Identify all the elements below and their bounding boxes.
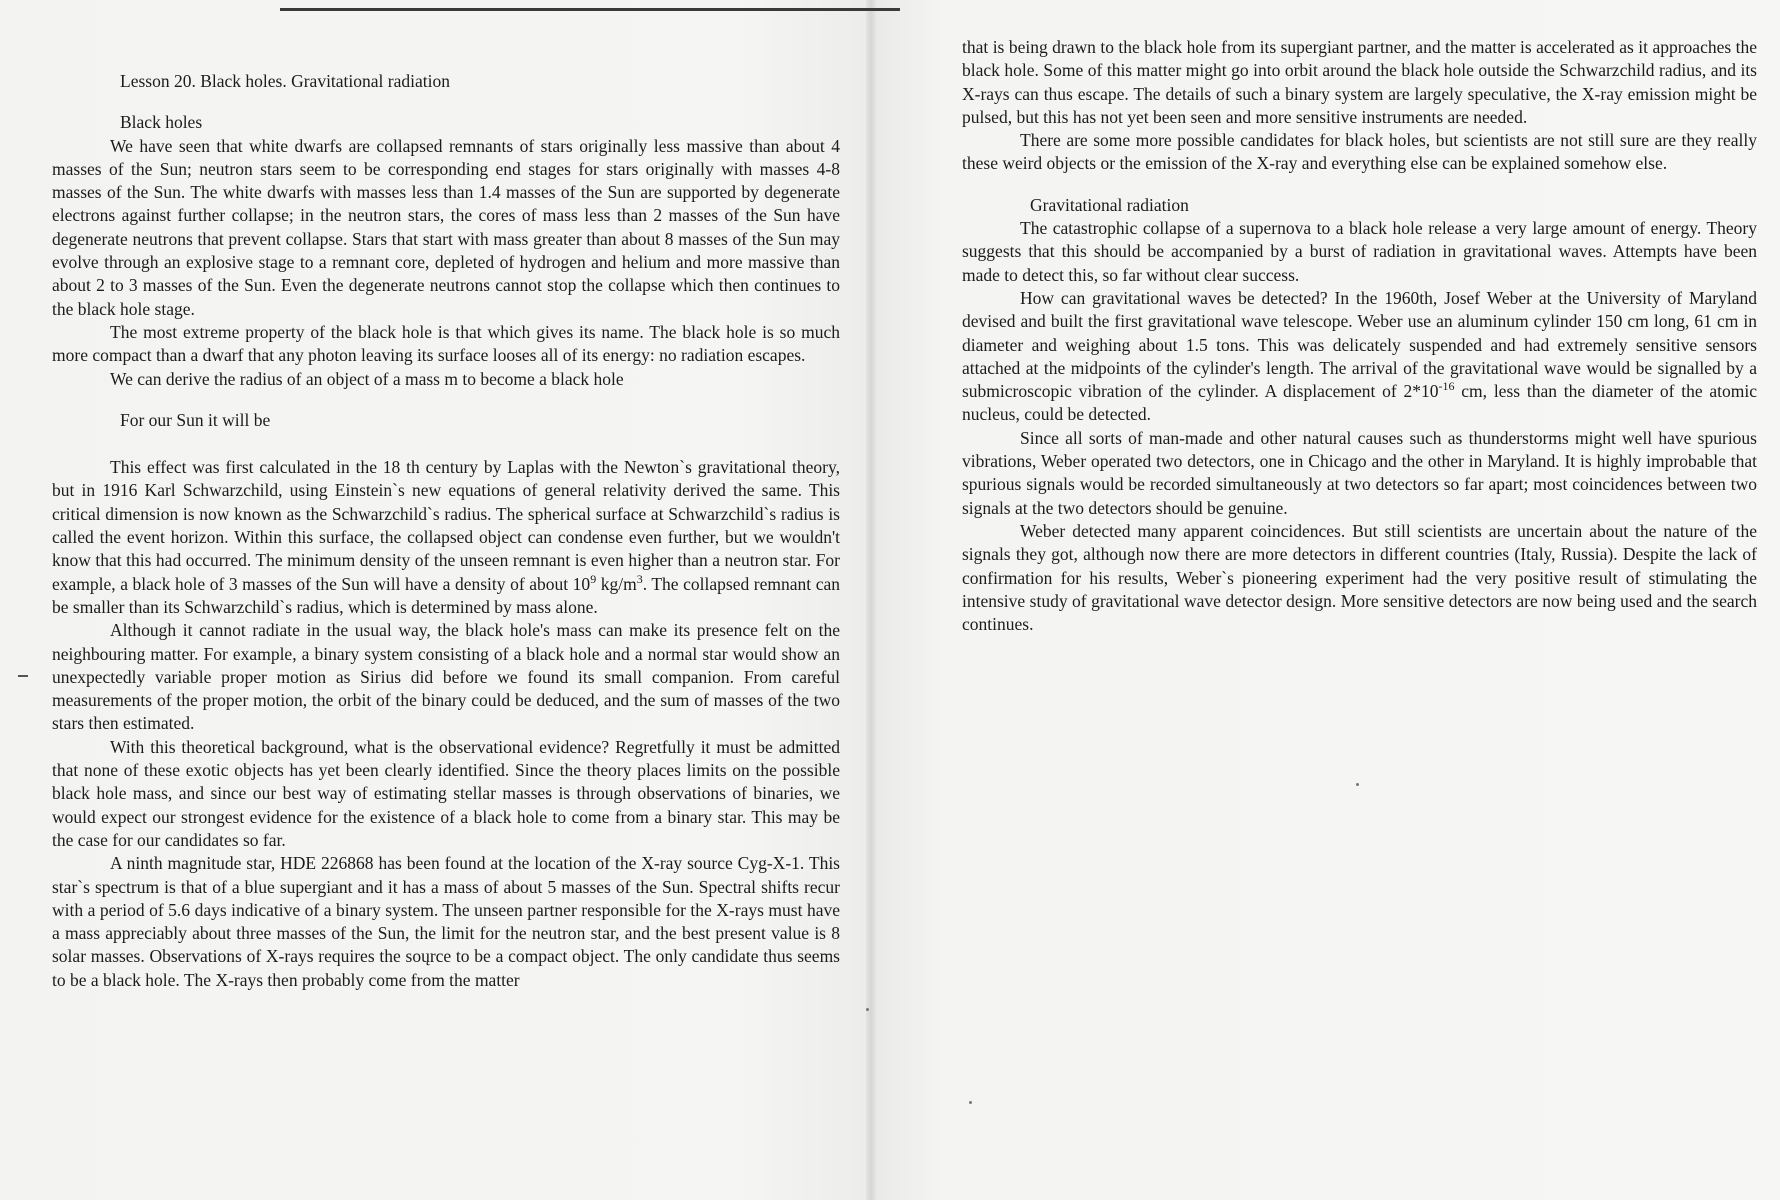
superscript: 9 <box>590 571 597 586</box>
paragraph <box>52 456 840 619</box>
page-gutter <box>866 0 876 1200</box>
superscript: -16 <box>1438 379 1455 394</box>
scan-speck <box>969 1101 972 1104</box>
superscript: 3 <box>636 571 643 586</box>
paragraph: A ninth magnitude star, HDE 226868 has been found at the location of the X-ray source Cyg-X-1. This star`s spectrum is that of a blue supergiant and it has a mass of about 5 masses of the Sun. Spectral shifts recur with a period of 5.6 days indicative of a binary system. The unseen partner responsible for the X-rays must have a mass appreciably about three masses of the Sun, the limit for the neutron star, and the best present value is 8 solar masses. Observations of X-rays requires the soųrce to be a compact object. The only candidate thus seems to be a black hole. The X-rays then probably come from the matter <box>52 853 840 990</box>
scan-speck <box>866 1008 869 1011</box>
text-run: How can gravitational waves be detected? In the 1960th, Josef Weber at the University of Maryland devised and built the first gravitational wave telescope. Weber use an aluminum cylinder 150 cm long, 61 cm in diameter and weighing about 1.5 tons. This was delicately suspended and had extremely sensitive sensors attached at the midpoints of the cylinder's length. The arrival of the gravitational wave would be signalled by a submicroscopic vibration of the cylinder. A displacement of 2*10 <box>962 287 1757 402</box>
section-heading-black-holes: Black holes <box>120 112 203 133</box>
paragraph <box>962 287 1757 427</box>
lesson-title: Lesson 20. Black holes. Gravitational radiation <box>120 71 450 91</box>
paragraph: We have seen that white dwarfs are collapsed remnants of stars originally less massive than about 4 masses of the Sun; neutron stars seem to be corresponding end stages for stars originally with masses 4-8 masses of the Sun. The white dwarfs with masses less than 1.4 masses of the Sun are supported by degenerate electrons against further collapse; in the neutron stars, the cores of mass less than 2 masses of the Sun have degenerate neutrons that prevent collapse. Stars that start with mass greater than about 8 masses of the Sun may evolve through an explosive stage to a remnant core, depleted of hydrogen and helium and more massive than about 2 to 3 masses of the Sun. Even the degenerate neutrons cannot stop the collapse which then continues to the black hole stage. <box>52 135 840 319</box>
paragraph: Although it cannot radiate in the usual way, the black hole's mass can make its presence felt on the neighbouring matter. For example, a binary system consisting of a black hole and a normal star would show an unexpectedly variable proper motion as Sirius did before we found its small companion. From careful measurements of the proper motion, the orbit of the binary could be deduced, and the sum of masses of the two stars then estimated. <box>52 620 840 734</box>
paragraph: There are some more possible candidates for black holes, but scientists are not still sure are they really these weird objects or the emission of the X-ray and everything else can be explained somehow else. <box>962 130 1757 174</box>
section-heading-gravitational-radiation: Gravitational radiation <box>1030 194 1189 215</box>
paragraph: The most extreme property of the black hole is that which gives its name. The black hole is so much more compact than a dwarf that any photon leaving its surface looses all of its energy: no radiation escapes. <box>52 321 840 366</box>
scan-speck <box>1356 783 1359 786</box>
paragraph: For our Sun it will be <box>120 409 271 430</box>
text-run: kg/m <box>596 573 637 594</box>
paragraph: With this theoretical background, what is the observational evidence? Regretfully it must be admitted that none of these exotic objects has yet been clearly identified. Since the theory places limits on the possible black hole mass, and since our best way of estimating stellar masses is through observations of binaries, we would expect our strongest evidence for the existence of a black hole to come from a binary star. This may be the case for our candidates so far. <box>52 736 840 850</box>
margin-mark <box>18 675 28 677</box>
paragraph: Weber detected many apparent coincidences. But still scientists are uncertain about the nature of the signals they got, although now there are more detectors in different countries (Italy, Russia). Despite the lack of confirmation for his results, Weber`s pioneering experiment had the very positive result of stimulating the intensive study of gravitational wave detector design. More sensitive detectors are now being used and the search continues. <box>962 520 1757 635</box>
paragraph: Since all sorts of man-made and other natural causes such as thunderstorms might well have spurious vibrations, Weber operated two detectors, one in Chicago and the other in Maryland. It is highly improbable that spurious signals would be recorded simultaneously at two detectors so far apart; most coincidences between two signals at the two detectors should be genuine. <box>962 427 1757 518</box>
text-run: cm, less than the diameter of the atomic nucleus, could be detected. <box>962 381 1757 425</box>
left-column <box>52 70 840 992</box>
top-edge-rule <box>280 8 900 11</box>
right-column <box>962 36 1757 636</box>
paragraph: The catastrophic collapse of a supernova to a black hole release a very large amount of energy. Theory suggests that this should be accompanied by a burst of radiation in gravitational waves. Attempts have been made to detect this, so far without clear success. <box>962 218 1757 285</box>
text-run: This effect was first calculated in the 18 th century by Laplas with the Newton`s gravitational theory, but in 1916 Karl Schwarzchild, using Einstein`s new equations of general relativity derived the same. This critical dimension is now known as the Schwarzchild`s radius. The spherical surface at Schwarzchild`s radius is called the event horizon. Within this surface, the collapsed object can condense even further, but we wouldn't know that this had occurred. The minimum density of the unseen remnant is even higher than a neutron star. For example, a black hole of 3 masses of the Sun will have a density of about 10 <box>52 457 840 594</box>
paragraph: We can derive the radius of an object of a mass m to become a black hole <box>110 368 624 389</box>
paragraph: that is being drawn to the black hole from its supergiant partner, and the matter is accelerated as it approaches the black hole. Some of this matter might go into orbit around the black hole outside the Schwarzchild radius, and its X-rays can thus escape. The details of such a binary system are largely speculative, the X-ray emission might be pulsed, but this has not yet been seen and more sensitive instruments are needed. <box>962 37 1757 127</box>
text-run: . The collapsed remnant can be smaller than its Schwarzchild`s radius, which is determined by mass alone. <box>52 573 840 617</box>
